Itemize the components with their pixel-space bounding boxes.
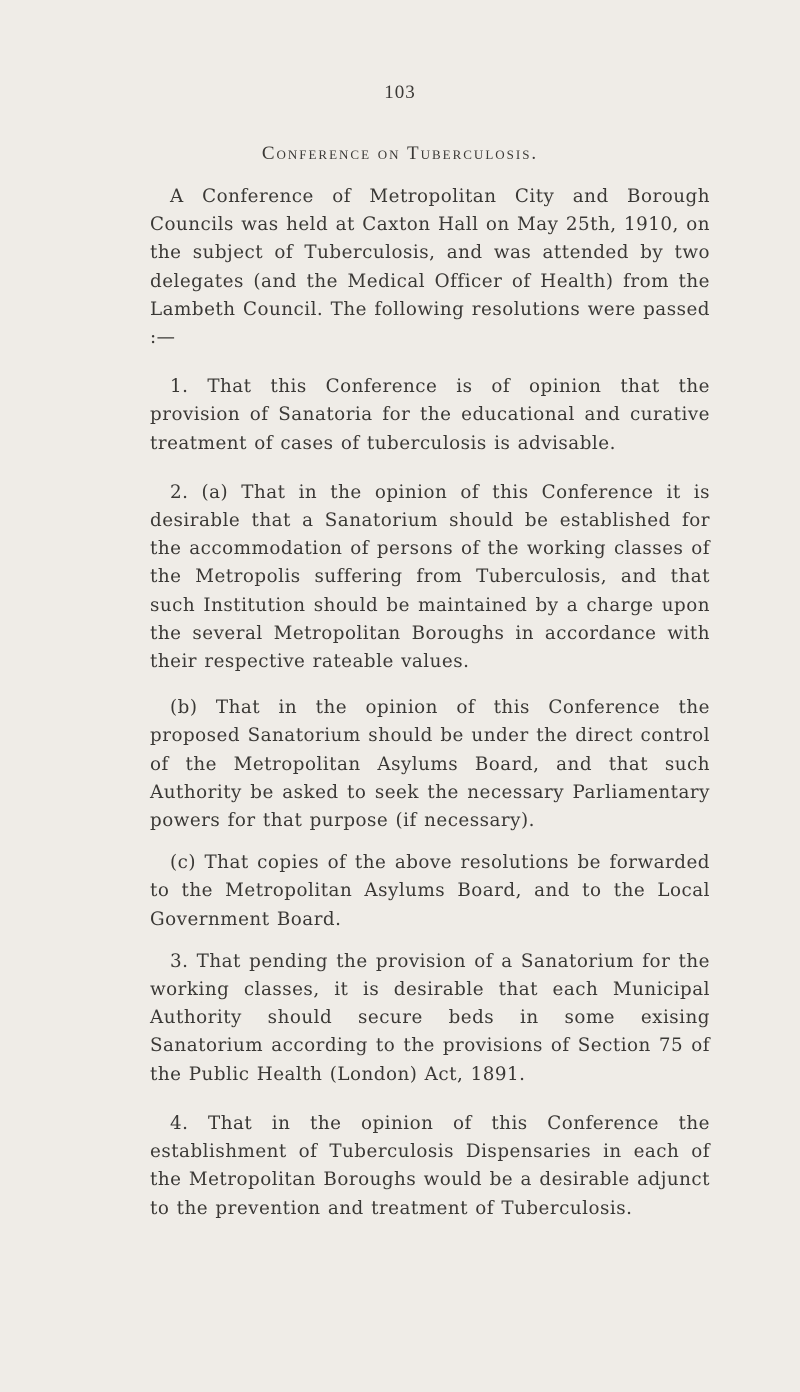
resolution-2b: (b) That in the opinion of this Conference the proposed Sanatorium should be under the direct control of the Metropolitan Asylums Board, and that such Authority be asked to seek the necessary Parliamentary powers for that purpose (if necessary).	[150, 697, 710, 832]
resolution-1: 1. That this Conference is of opinion that the provision of Sanatoria for the educational and curative treatment of cases of tuberculosis is advisable.	[150, 376, 710, 454]
resolution-4: 4. That in the opinion of this Conference the establishment of Tuberculosis Dispensaries in each of the Metropolitan Boroughs would be a desirable adjunct to the prevention and treatment of Tuberculosis.	[150, 1112, 710, 1219]
resolution-3: 3. That pending the provision of a Sanatorium for the working classes, it is desirable that each Municipal Authority should secure beds in some exising Sanatorium according to the provisions of Section 75 of the Public Health (London) Act, 1891.	[150, 950, 710, 1085]
body-text	[150, 183, 710, 1223]
resolution-2c: (c) That copies of the above resolutions be forwarded to the Metropolitan Asylums Board, and to the Local Government Board.	[150, 852, 710, 930]
resolution-2a: 2. (a) That in the opinion of this Conference it is desirable that a Sanatorium should be established for the accommodation of persons of the working classes of the Metropolis suffering from Tuberculosis, and that such Institution should be maintained by a charge upon the several Metropolitan Boroughs in accordance with their respective rateable values.	[150, 481, 710, 673]
section-heading: Conference on Tuberculosis.	[261, 143, 539, 164]
page-number: 103	[384, 82, 416, 103]
intro-paragraph: A Conference of Metropolitan City and Borough Councils was held at Caxton Hall on May 25th, 1910, on the subject of Tuberculosis, and was attended by two delegates (and the Medical Officer of Health) from the Lambeth Council. The following resolutions were passed :—	[150, 186, 710, 349]
